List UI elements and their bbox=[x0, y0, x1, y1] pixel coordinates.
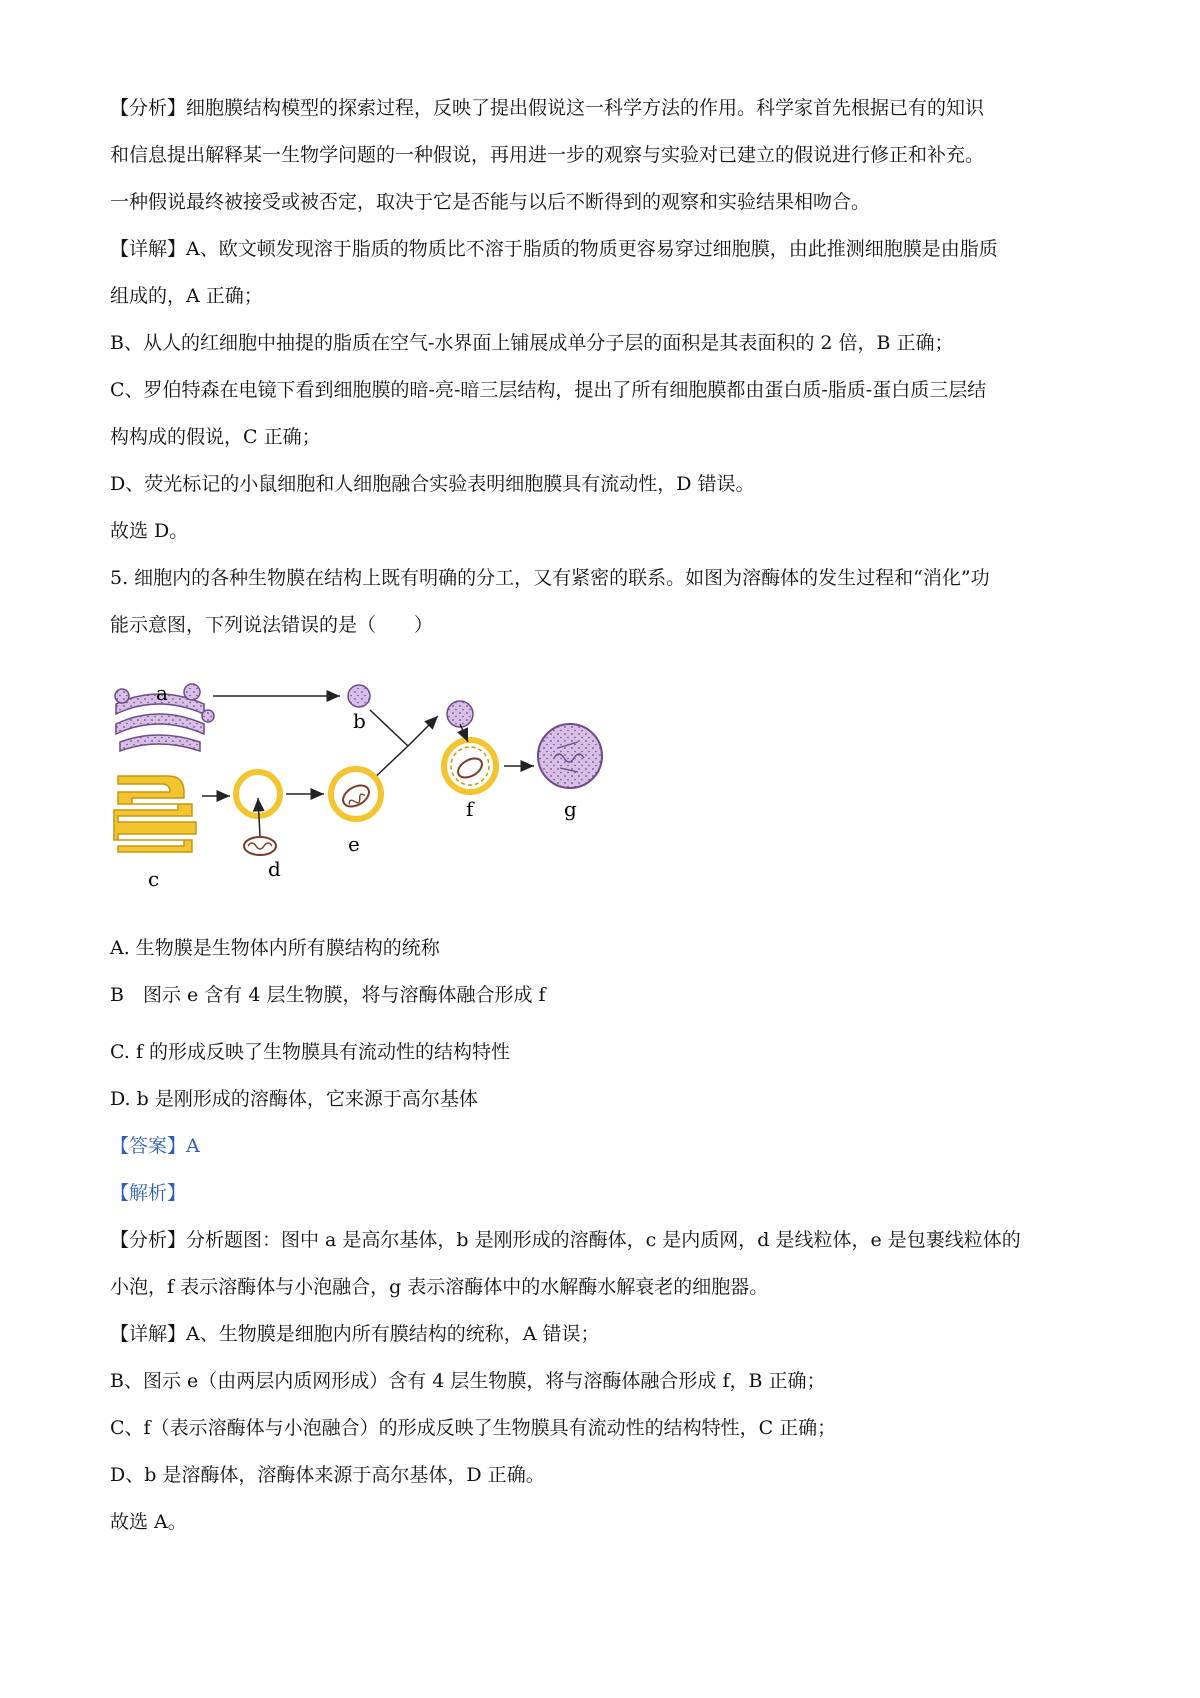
label-f: f bbox=[466, 797, 474, 821]
q5-option-c: C. f 的形成反映了生物膜具有流动性的结构特性 bbox=[110, 1041, 511, 1063]
label-b: b bbox=[353, 709, 366, 733]
q4-analysis-line3: 一种假说最终被接受或被否定，取决于它是否能与以后不断得到的观察和实验结果相吻合。 bbox=[110, 191, 871, 213]
q5-conclusion: 故选 A。 bbox=[110, 1511, 187, 1533]
lysosome-diagram bbox=[108, 676, 668, 916]
endoplasmic-reticulum-icon bbox=[114, 776, 196, 852]
q5-detail-d: D、b 是溶酶体，溶酶体来源于高尔基体，D 正确。 bbox=[110, 1464, 545, 1486]
lysosome-b-icon bbox=[348, 685, 370, 707]
q5-detail-c: C、f（表示溶酶体与小泡融合）的形成反映了生物膜具有流动性的结构特性，C 正确； bbox=[110, 1417, 837, 1439]
q4-detail-b: B、从人的红细胞中抽提的脂质在空气-水界面上铺展成单分子层的面积是其表面积的 2 倍，B 正确； bbox=[110, 332, 954, 354]
fusion-f-icon bbox=[444, 701, 496, 792]
digesting-lysosome-g-icon bbox=[538, 724, 602, 788]
q4-detail-c2: 构构成的假说，C 正确； bbox=[110, 426, 321, 448]
vesicle-e-icon bbox=[331, 769, 381, 819]
q4-analysis-line1: 【分析】细胞膜结构模型的探索过程，反映了提出假说这一科学方法的作用。科学家首先根据已有的知识 bbox=[110, 97, 985, 119]
q5-answer: 【答案】A bbox=[110, 1135, 200, 1157]
q5-option-b: B 图示 e 含有 4 层生物膜，将与溶酶体融合形成 f bbox=[110, 984, 546, 1006]
q5-analysis-line2: 小泡，f 表示溶酶体与小泡融合，g 表示溶酶体中的水解酶水解衰老的细胞器。 bbox=[110, 1276, 769, 1298]
arrow-b-to-f bbox=[370, 710, 408, 746]
q5-explain-header: 【解析】 bbox=[110, 1182, 187, 1204]
q5-analysis-line1: 【分析】分析题图：图中 a 是高尔基体，b 是刚形成的溶酶体，c 是内质网，d 是线粒体，e 是包裹线粒体的 bbox=[110, 1229, 1021, 1251]
q4-detail-d: D、荧光标记的小鼠细胞和人细胞融合实验表明细胞膜具有流动性，D 错误。 bbox=[110, 473, 755, 495]
label-c: c bbox=[148, 867, 160, 891]
label-g: g bbox=[564, 797, 577, 821]
q5-option-a: A. 生物膜是生物体内所有膜结构的统称 bbox=[110, 937, 440, 959]
q5-detail-b: B、图示 e（由两层内质网形成）含有 4 层生物膜，将与溶酶体融合形成 f，B 正确； bbox=[110, 1370, 826, 1392]
label-e: e bbox=[348, 832, 360, 856]
q5-stem-line1: 5. 细胞内的各种生物膜在结构上既有明确的分工，又有紧密的联系。如图为溶酶体的发生过程和“消化”功 bbox=[110, 567, 990, 589]
q4-analysis-line2: 和信息提出解释某一生物学问题的一种假说，再用进一步的观察与实验对已建立的假说进行修正和补充。 bbox=[110, 144, 985, 166]
q4-conclusion: 故选 D。 bbox=[110, 520, 189, 542]
q4-detail-line1: 【详解】A、欧文顿发现溶于脂质的物质比不溶于脂质的物质更容易穿过细胞膜，由此推测细胞膜是由脂质 bbox=[110, 238, 998, 260]
q4-detail-c1: C、罗伯特森在电镜下看到细胞膜的暗-亮-暗三层结构，提出了所有细胞膜都由蛋白质-脂质-蛋白质三层结 bbox=[110, 379, 987, 401]
q4-detail-line2: 组成的，A 正确； bbox=[110, 285, 263, 307]
mitochondrion-d-icon bbox=[236, 772, 280, 855]
label-a: a bbox=[156, 681, 168, 705]
q5-stem-line2: 能示意图，下列说法错误的是（ ） bbox=[110, 614, 434, 636]
q5-detail-a: 【详解】A、生物膜是细胞内所有膜结构的统称，A 错误； bbox=[110, 1323, 600, 1345]
arrow-join-to-f bbox=[408, 716, 438, 746]
label-d: d bbox=[268, 857, 281, 881]
q5-option-d: D. b 是刚形成的溶酶体，它来源于高尔基体 bbox=[110, 1088, 478, 1110]
